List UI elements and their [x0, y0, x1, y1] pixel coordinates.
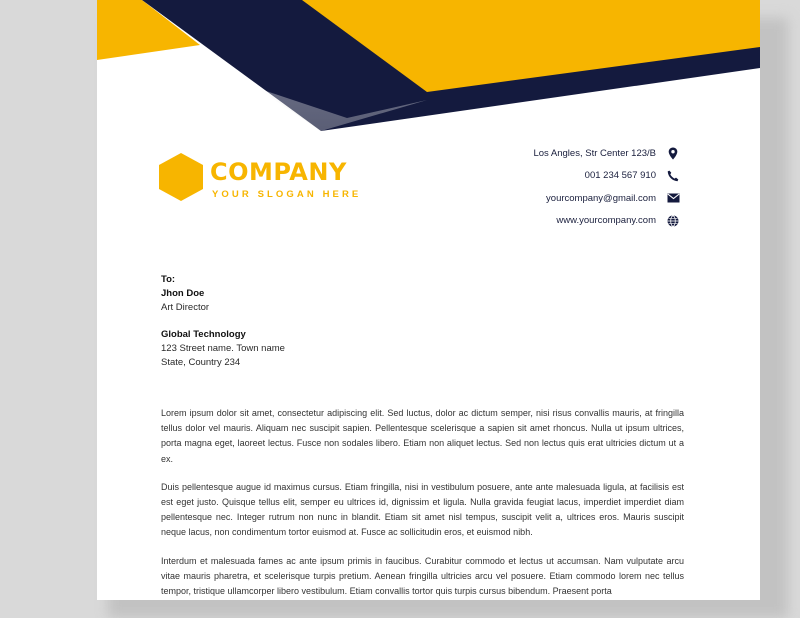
body-paragraph: Interdum et malesuada fames ac ante ipsum primis in faucibus. Curabitur commodo et lectus ut accumsan. Nam vulputate arcu vitae mauris pharetra, et scelerisque turpis pretium. Aenean fringilla ultricies arcu vel posuere. Etiam commodo lorem nec tellus tempor, tristique ullamcorper libero vestibulum. Etiam convallis tortor quis turpis cursus bibendum. Praesent porta — [161, 555, 684, 597]
recipient-block — [161, 273, 285, 370]
mail-icon — [666, 191, 680, 205]
recipient-address-line2: State, Country 234 — [161, 357, 241, 368]
contact-phone-text: 001 234 567 910 — [584, 170, 656, 182]
contact-email — [533, 187, 680, 210]
recipient-title: Art Director — [161, 302, 210, 313]
phone-icon — [666, 169, 680, 183]
hexagon-logo-icon — [158, 152, 204, 202]
body-paragraph: Lorem ipsum dolor sit amet, consectetur adipiscing elit. Sed luctus, dolor ac dictum semper, nisi risus convallis mauris, at fringilla tellus dolor vel mauris. Aliquam nec suscipit sapien. Pellentesque scelerisque a sapien sit amet rhoncus. Nulla ut ipsum ultrices, porta magna eget, laoreet lectus. Fusce non sodales libero. Etiam non aliquet lectus. Sed non lectus quis erat ultricies dictum ut a ex. — [161, 408, 684, 464]
recipient-company: Global Technology — [161, 329, 246, 340]
body-paragraph: Duis pellentesque augue id maximus cursus. Etiam fringilla, nisi in vestibulum posuere, ante ante malesuada ligula, at facilisis est est eget justo. Quisque tellus elit, semper eu ultrices id, dignissim et ligula. Nulla gravida feugiat lacus, imperdiet imperdiet diam pellentesque nec. Integer rutrum non nunc in blandit. Etiam sit amet nisl tempus, suscipit velit a, ultrices eros. Mauris suscipit neque lacus, non condimentum tortor euismod at. Fusce ac sollicitudin eros, et euismod nibh. — [161, 481, 684, 538]
letterhead-page — [97, 0, 760, 600]
letter-body — [161, 406, 684, 600]
contact-address — [533, 142, 680, 165]
contact-email-text: yourcompany@gmail.com — [546, 192, 656, 204]
location-pin-icon — [666, 146, 680, 160]
contact-address-text: Los Angles, Str Center 123/B — [533, 147, 656, 159]
company-name: COMPANY — [210, 158, 347, 186]
to-label: To: — [161, 274, 176, 285]
company-slogan: YOUR SLOGAN HERE — [212, 189, 362, 200]
contact-website-text: www.yourcompany.com — [556, 215, 656, 227]
contact-website — [533, 210, 680, 233]
recipient-name: Jhon Doe — [161, 288, 205, 299]
header-graphic — [97, 0, 760, 140]
recipient-address-line1: 123 Street name. Town name — [161, 343, 285, 354]
contact-block — [533, 142, 680, 232]
globe-icon — [666, 214, 680, 228]
contact-phone — [533, 165, 680, 188]
